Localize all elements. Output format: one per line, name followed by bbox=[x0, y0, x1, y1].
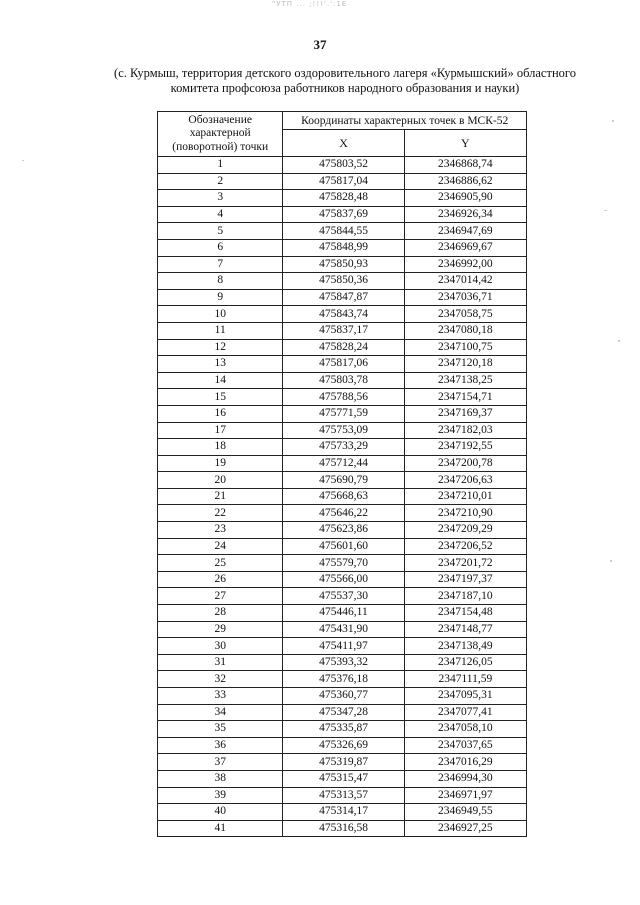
point-number-cell: 38 bbox=[158, 770, 283, 787]
x-coordinate-cell: 475314,17 bbox=[283, 804, 404, 821]
table-row bbox=[158, 555, 527, 572]
point-number-cell: 27 bbox=[158, 588, 283, 605]
point-number-cell: 12 bbox=[158, 339, 283, 356]
y-coordinate-cell: 2347058,10 bbox=[404, 721, 526, 738]
table-row bbox=[158, 621, 527, 638]
table-row bbox=[158, 306, 527, 323]
point-number-cell: 31 bbox=[158, 654, 283, 671]
table-row bbox=[158, 605, 527, 622]
point-number-cell: 15 bbox=[158, 389, 283, 406]
table-row bbox=[158, 671, 527, 688]
y-coordinate-cell: 2347209,29 bbox=[404, 522, 526, 539]
table-row bbox=[158, 571, 527, 588]
point-number-cell: 21 bbox=[158, 488, 283, 505]
header-y: Y bbox=[404, 130, 526, 157]
point-number-cell: 16 bbox=[158, 405, 283, 422]
y-coordinate-cell: 2346949,55 bbox=[404, 804, 526, 821]
table-row bbox=[158, 588, 527, 605]
point-number-cell: 3 bbox=[158, 190, 283, 207]
point-number-cell: 33 bbox=[158, 688, 283, 705]
y-coordinate-cell: 2347100,75 bbox=[404, 339, 526, 356]
x-coordinate-cell: 475850,36 bbox=[283, 273, 404, 290]
y-coordinate-cell: 2347111,59 bbox=[404, 671, 526, 688]
y-coordinate-cell: 2346926,34 bbox=[404, 206, 526, 223]
point-number-cell: 14 bbox=[158, 372, 283, 389]
table-row bbox=[158, 289, 527, 306]
table-row bbox=[158, 273, 527, 290]
y-coordinate-cell: 2347187,10 bbox=[404, 588, 526, 605]
point-number-cell: 1 bbox=[158, 157, 283, 174]
table-row bbox=[158, 754, 527, 771]
point-number-cell: 20 bbox=[158, 472, 283, 489]
y-coordinate-cell: 2347210,90 bbox=[404, 505, 526, 522]
table-row bbox=[158, 322, 527, 339]
point-number-cell: 37 bbox=[158, 754, 283, 771]
x-coordinate-cell: 475623,86 bbox=[283, 522, 404, 539]
x-coordinate-cell: 475376,18 bbox=[283, 671, 404, 688]
x-coordinate-cell: 475837,69 bbox=[283, 206, 404, 223]
x-coordinate-cell: 475844,55 bbox=[283, 223, 404, 240]
y-coordinate-cell: 2347192,55 bbox=[404, 439, 526, 456]
scan-speck bbox=[618, 340, 620, 342]
table-row bbox=[158, 737, 527, 754]
point-number-cell: 4 bbox=[158, 206, 283, 223]
y-coordinate-cell: 2347080,18 bbox=[404, 322, 526, 339]
x-coordinate-cell: 475828,48 bbox=[283, 190, 404, 207]
x-coordinate-cell: 475753,09 bbox=[283, 422, 404, 439]
y-coordinate-cell: 2346905,90 bbox=[404, 190, 526, 207]
x-coordinate-cell: 475411,97 bbox=[283, 638, 404, 655]
point-number-cell: 23 bbox=[158, 522, 283, 539]
table-row bbox=[158, 173, 527, 190]
point-number-cell: 10 bbox=[158, 306, 283, 323]
table-row bbox=[158, 206, 527, 223]
point-number-cell: 25 bbox=[158, 555, 283, 572]
point-number-cell: 36 bbox=[158, 737, 283, 754]
y-coordinate-cell: 2347016,29 bbox=[404, 754, 526, 771]
table-row bbox=[158, 638, 527, 655]
table-row bbox=[158, 704, 527, 721]
x-coordinate-cell: 475771,59 bbox=[283, 405, 404, 422]
y-coordinate-cell: 2347077,41 bbox=[404, 704, 526, 721]
y-coordinate-cell: 2347036,71 bbox=[404, 289, 526, 306]
y-coordinate-cell: 2346992,00 bbox=[404, 256, 526, 273]
point-number-cell: 32 bbox=[158, 671, 283, 688]
x-coordinate-cell: 475579,70 bbox=[283, 555, 404, 572]
y-coordinate-cell: 2347037,65 bbox=[404, 737, 526, 754]
point-number-cell: 24 bbox=[158, 538, 283, 555]
y-coordinate-cell: 2347120,18 bbox=[404, 356, 526, 373]
header-coordinates-group: Координаты характерных точек в МСК-52 bbox=[283, 112, 527, 130]
table-row bbox=[158, 455, 527, 472]
table-row bbox=[158, 422, 527, 439]
point-number-cell: 30 bbox=[158, 638, 283, 655]
point-number-cell: 41 bbox=[158, 820, 283, 837]
x-coordinate-cell: 475335,87 bbox=[283, 721, 404, 738]
x-coordinate-cell: 475316,58 bbox=[283, 820, 404, 837]
x-coordinate-cell: 475360,77 bbox=[283, 688, 404, 705]
y-coordinate-cell: 2347201,72 bbox=[404, 555, 526, 572]
y-coordinate-cell: 2347126,05 bbox=[404, 654, 526, 671]
x-coordinate-cell: 475828,24 bbox=[283, 339, 404, 356]
x-coordinate-cell: 475313,57 bbox=[283, 787, 404, 804]
x-coordinate-cell: 475690,79 bbox=[283, 472, 404, 489]
table-row bbox=[158, 157, 527, 174]
y-coordinate-cell: 2347138,25 bbox=[404, 372, 526, 389]
y-coordinate-cell: 2347206,63 bbox=[404, 472, 526, 489]
y-coordinate-cell: 2347095,31 bbox=[404, 688, 526, 705]
table-row bbox=[158, 820, 527, 837]
y-coordinate-cell: 2346868,74 bbox=[404, 157, 526, 174]
y-coordinate-cell: 2347154,71 bbox=[404, 389, 526, 406]
point-number-cell: 34 bbox=[158, 704, 283, 721]
y-coordinate-cell: 2347154,48 bbox=[404, 605, 526, 622]
x-coordinate-cell: 475446,11 bbox=[283, 605, 404, 622]
x-coordinate-cell: 475817,04 bbox=[283, 173, 404, 190]
point-number-cell: 19 bbox=[158, 455, 283, 472]
y-coordinate-cell: 2347197,37 bbox=[404, 571, 526, 588]
y-coordinate-cell: 2346927,25 bbox=[404, 820, 526, 837]
x-coordinate-cell: 475646,22 bbox=[283, 505, 404, 522]
point-number-cell: 35 bbox=[158, 721, 283, 738]
table-row bbox=[158, 804, 527, 821]
table-row bbox=[158, 190, 527, 207]
table-row bbox=[158, 688, 527, 705]
x-coordinate-cell: 475788,56 bbox=[283, 389, 404, 406]
y-coordinate-cell: 2347206,52 bbox=[404, 538, 526, 555]
table-row bbox=[158, 522, 527, 539]
document-subtitle: (с. Курмыш, территория детского оздоровительного лагеря «Курмышский» областного комитета профсоюза работников народного образования и науки) bbox=[114, 66, 576, 95]
point-number-cell: 29 bbox=[158, 621, 283, 638]
table-row bbox=[158, 654, 527, 671]
table-row bbox=[158, 339, 527, 356]
table-row bbox=[158, 770, 527, 787]
scan-speck bbox=[610, 560, 612, 562]
scan-speck bbox=[604, 210, 607, 211]
point-number-cell: 9 bbox=[158, 289, 283, 306]
x-coordinate-cell: 475850,93 bbox=[283, 256, 404, 273]
table-row bbox=[158, 472, 527, 489]
x-coordinate-cell: 475537,30 bbox=[283, 588, 404, 605]
x-coordinate-cell: 475847,87 bbox=[283, 289, 404, 306]
table-row bbox=[158, 439, 527, 456]
point-number-cell: 39 bbox=[158, 787, 283, 804]
y-coordinate-cell: 2347058,75 bbox=[404, 306, 526, 323]
x-coordinate-cell: 475393,32 bbox=[283, 654, 404, 671]
y-coordinate-cell: 2346971,97 bbox=[404, 787, 526, 804]
table-row bbox=[158, 389, 527, 406]
point-number-cell: 7 bbox=[158, 256, 283, 273]
table-row bbox=[158, 787, 527, 804]
y-coordinate-cell: 2347182,03 bbox=[404, 422, 526, 439]
point-number-cell: 40 bbox=[158, 804, 283, 821]
x-coordinate-cell: 475566,00 bbox=[283, 571, 404, 588]
x-coordinate-cell: 475803,78 bbox=[283, 372, 404, 389]
header-x: X bbox=[283, 130, 404, 157]
y-coordinate-cell: 2347138,49 bbox=[404, 638, 526, 655]
table-row bbox=[158, 223, 527, 240]
coordinates-table bbox=[157, 111, 527, 837]
y-coordinate-cell: 2347014,42 bbox=[404, 273, 526, 290]
x-coordinate-cell: 475837,17 bbox=[283, 322, 404, 339]
point-number-cell: 17 bbox=[158, 422, 283, 439]
x-coordinate-cell: 475848,99 bbox=[283, 239, 404, 256]
header-point-designation: Обозначение характерной (поворотной) точки bbox=[158, 112, 283, 157]
table-row bbox=[158, 505, 527, 522]
point-number-cell: 18 bbox=[158, 439, 283, 456]
x-coordinate-cell: 475803,52 bbox=[283, 157, 404, 174]
point-number-cell: 11 bbox=[158, 322, 283, 339]
x-coordinate-cell: 475319,87 bbox=[283, 754, 404, 771]
x-coordinate-cell: 475843,74 bbox=[283, 306, 404, 323]
point-number-cell: 26 bbox=[158, 571, 283, 588]
x-coordinate-cell: 475733,29 bbox=[283, 439, 404, 456]
point-number-cell: 6 bbox=[158, 239, 283, 256]
table-row bbox=[158, 239, 527, 256]
y-coordinate-cell: 2347169,37 bbox=[404, 405, 526, 422]
y-coordinate-cell: 2347148,77 bbox=[404, 621, 526, 638]
scan-artifact-text: "УТП ... ;!!!'.':1Е bbox=[272, 0, 348, 8]
table-body bbox=[158, 157, 527, 837]
table-row bbox=[158, 372, 527, 389]
x-coordinate-cell: 475326,69 bbox=[283, 737, 404, 754]
table-row bbox=[158, 488, 527, 505]
point-number-cell: 13 bbox=[158, 356, 283, 373]
y-coordinate-cell: 2347210,01 bbox=[404, 488, 526, 505]
y-coordinate-cell: 2347200,78 bbox=[404, 455, 526, 472]
point-number-cell: 5 bbox=[158, 223, 283, 240]
table-row bbox=[158, 538, 527, 555]
x-coordinate-cell: 475712,44 bbox=[283, 455, 404, 472]
x-coordinate-cell: 475347,28 bbox=[283, 704, 404, 721]
table-row bbox=[158, 405, 527, 422]
x-coordinate-cell: 475431,90 bbox=[283, 621, 404, 638]
scan-speck bbox=[22, 160, 24, 161]
point-number-cell: 28 bbox=[158, 605, 283, 622]
x-coordinate-cell: 475315,47 bbox=[283, 770, 404, 787]
y-coordinate-cell: 2346969,67 bbox=[404, 239, 526, 256]
x-coordinate-cell: 475817,06 bbox=[283, 356, 404, 373]
y-coordinate-cell: 2346947,69 bbox=[404, 223, 526, 240]
point-number-cell: 2 bbox=[158, 173, 283, 190]
table-row bbox=[158, 356, 527, 373]
table-row bbox=[158, 721, 527, 738]
x-coordinate-cell: 475601,60 bbox=[283, 538, 404, 555]
scan-speck bbox=[612, 120, 614, 122]
x-coordinate-cell: 475668,63 bbox=[283, 488, 404, 505]
point-number-cell: 8 bbox=[158, 273, 283, 290]
y-coordinate-cell: 2346994,30 bbox=[404, 770, 526, 787]
page-number: 37 bbox=[313, 37, 327, 52]
y-coordinate-cell: 2346886,62 bbox=[404, 173, 526, 190]
table-row bbox=[158, 256, 527, 273]
point-number-cell: 22 bbox=[158, 505, 283, 522]
